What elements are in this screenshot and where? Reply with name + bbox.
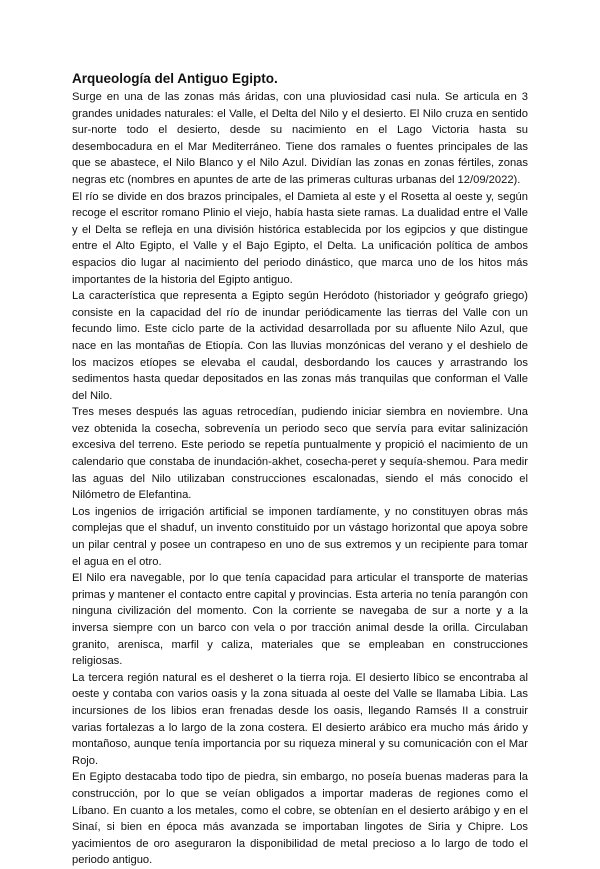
paragraph-flooding: La característica que representa a Egipto según Heródoto (historiador y geógrafo griego) consiste en la capacidad del río de inundar periódicamente las tierras del Valle con un fecundo limo. Este ciclo parte de la actividad desarrollada por su afluente Nilo Azul, que nace en las montañas de Etiopía. Con las lluvias monzónicas del verano y el deshielo de los macizos etíopes se elevaba el caudal, desbordando los cauces y arrastrando los sedimentos hasta quedar depositados en las zonas más tranquilas que conforman el Valle del Nilo. [72,290,528,402]
paragraph-desert: La tercera región natural es el desheret o la tierra roja. El desierto líbico se encontraba al oeste y contaba con varios oasis y la zona situada al oeste del Valle se llamaba Libia. Las incursiones de los libios eran frenadas desde los oasis, llegando Ramsés II a construir varias fortalezas a lo largo de la zona costera. El desierto arábico era mucho más árido y montañoso, aunque tenía importancia por su riqueza mineral y su comunicación con el Mar Rojo. [72,671,528,767]
document-title: Arqueología del Antiguo Egipto. [72,71,278,86]
paragraph-irrigation: Los ingenios de irrigación artificial se imponen tardíamente, y no constituyen obras más complejas que el shaduf, un invento constituido por un vástago horizontal que apoya sobre un pilar central y posee un contrapeso en uno de sus extremos y un recipiente para tomar el agua en el otro. [72,505,528,568]
paragraph-materials: En Egipto destacaba todo tipo de piedra, sin embargo, no poseía buenas maderas para la construcción, por lo que se veían obligados a importar maderas de regiones como el Líbano. En cuanto a los metales, como el cobre, se obtenían en el desierto arábigo y en el Sinaí, si bien en época más avanzada se importaban lingotes de Siria y Chipre. Los yacimientos de oro aseguraron la disponibilidad de metal precioso a lo largo de todo el periodo antiguo. [72,771,528,867]
paragraph-delta: El río se divide en dos brazos principales, el Damieta al este y el Rosetta al oeste y, según recoge el escritor romano Plinio el viejo, había hasta siete ramas. La dualidad entre el Valle y el Delta se refleja en una división histórica establecida por los egipcios y que distingue entre el Alto Egipto, el Valle y el Bajo Egipto, el Delta. La unificación política de ambos espacios dio lugar al nacimiento del periodo dinástico, que marca uno de los hitos más importantes de la historia del Egipto antiguo. [72,190,528,286]
paragraph-navigation: El Nilo era navegable, por lo que tenía capacidad para articular el transporte de materias primas y mantener el contacto entre capital y provincias. Esta arteria no tenía parangón con ninguna civilización del momento. Con la corriente se navegaba de sur a norte y a la inversa siempre con un barco con vela o por tracción animal desde la orilla. Circulaban granito, arenisca, marfil y caliza, materiales que se empleaban en construcciones religiosas. [72,572,528,668]
paragraph-calendar: Tres meses después las aguas retrocedían, pudiendo iniciar siembra en noviembre. Una vez obtenida la cosecha, sobrevenía un periodo seco que servía para evitar salinización excesiva del terreno. Este periodo se repetía puntualmente y propició el nacimiento de un calendario que constaba de inundación-akhet, cosecha-peret y sequía-shemou. Para medir las aguas del Nilo utilizaban construcciones escalonadas, siendo el más conocido el Nilómetro de Elefantina. [72,406,528,502]
paragraph-geography: Surge en una de las zonas más áridas, con una pluviosidad casi nula. Se articula en 3 grandes unidades naturales: el Valle, el Delta del Nilo y el desierto. El Nilo cruza en sentido sur-norte todo el desierto, desde su nacimiento en el Lago Victoria hasta su desembocadura en el Mar Mediterráneo. Tiene dos ramales o fuentes principales de las que se abastece, el Nilo Blanco y el Nilo Azul. Dividían las zonas en zonas fértiles, zonas negras etc (nombres en apuntes de arte de las primeras culturas urbanas del 12/09/2022). [72,91,528,186]
